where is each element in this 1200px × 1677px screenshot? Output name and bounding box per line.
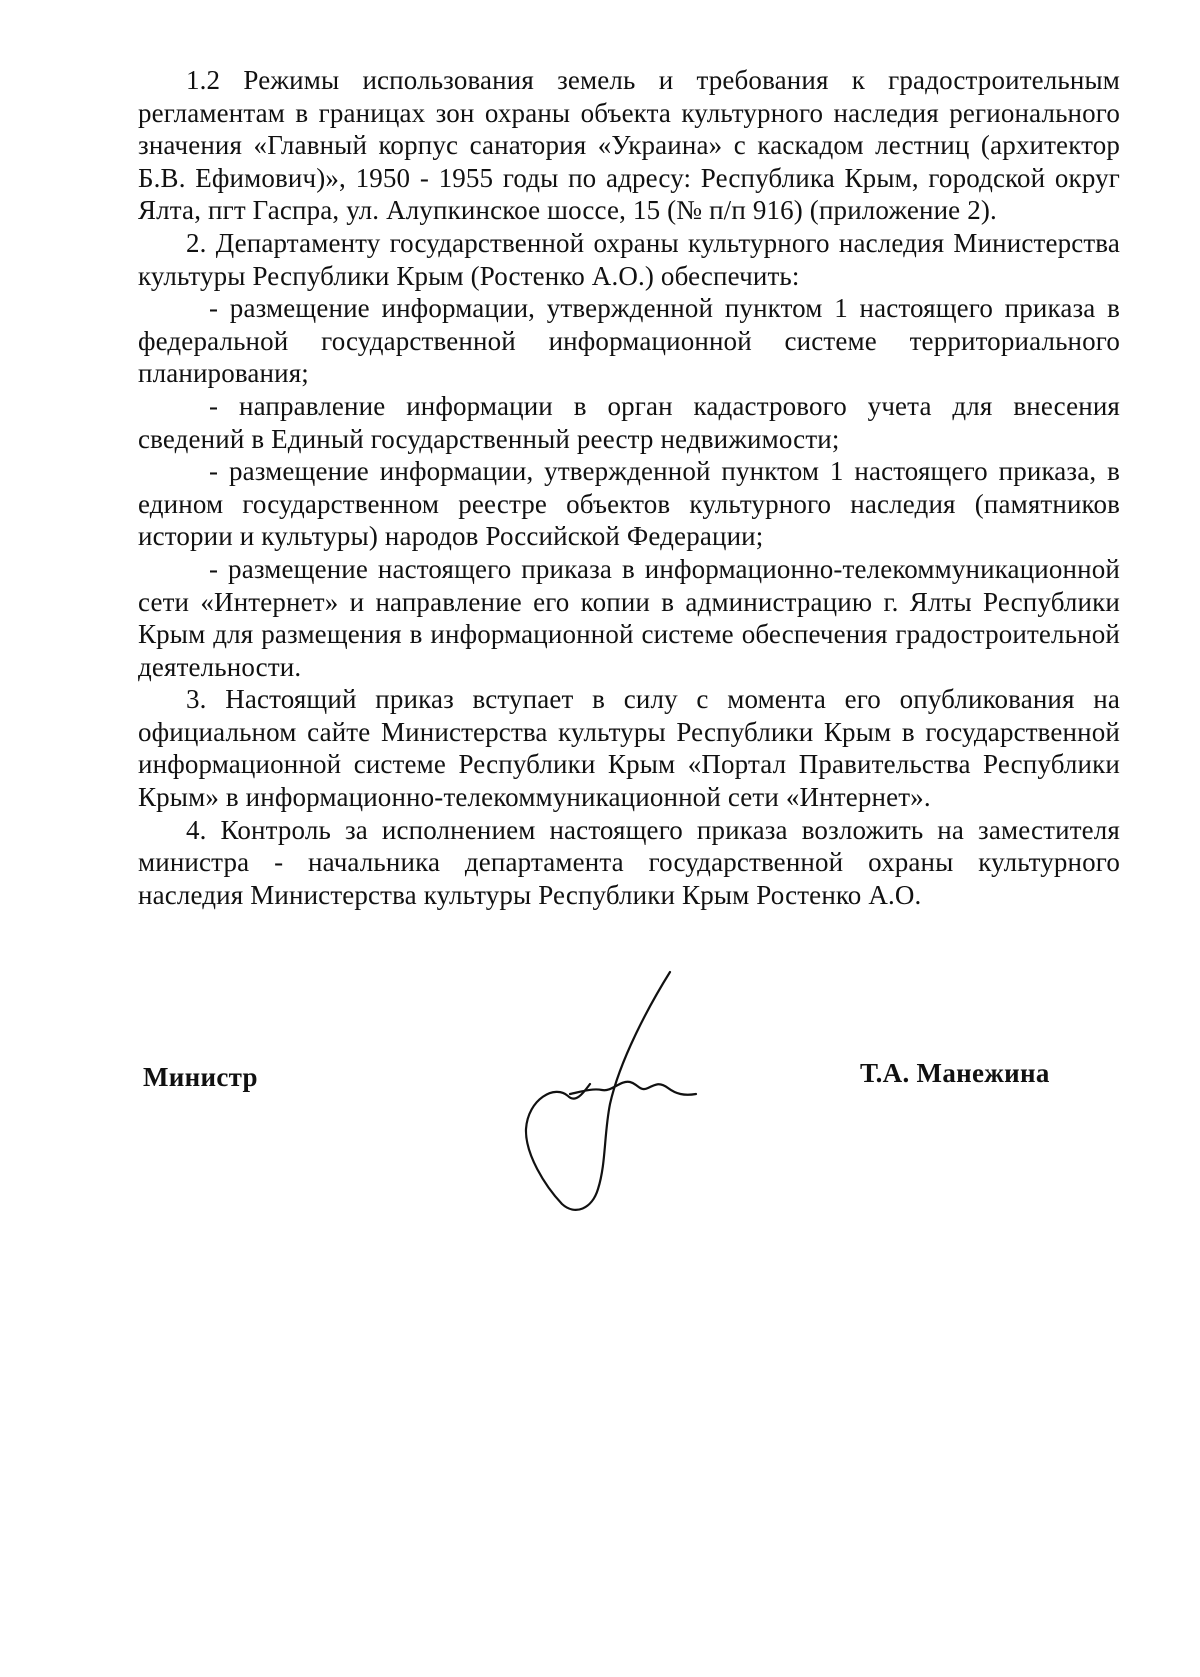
signature-stroke-main <box>526 972 670 1210</box>
paragraph-2-item-4: - размещение настоящего приказа в информационно-телекоммуникационной сети «Интернет» и направление его копии в администрацию г. Ялты Республики Крым для размещения в информационной системе обеспечения градостроительной деятельности. <box>138 553 1120 682</box>
paragraph-2-item-1: - размещение информации, утвержденной пунктом 1 настоящего приказа в федеральной государственной информационной системе территориального планирования; <box>138 293 1120 389</box>
paragraph-3: 3. Настоящий приказ вступает в силу с момента его опубликования на официальном сайте Министерства культуры Республики Крым в государственной информационной системе Республики Крым «Портал Правительства Республики Крым» в информационно-телекоммуникационной сети «Интернет». <box>138 684 1120 813</box>
document-body <box>138 64 1120 911</box>
paragraph-2-item-2: - направление информации в орган кадастрового учета для внесения сведений в Единый государственный реестр недвижимости; <box>138 390 1120 454</box>
paragraph-2-item-3: - размещение информации, утвержденной пунктом 1 настоящего приказа, в едином государственном реестре объектов культурного наследия (памятников истории и культуры) народов Российской Федерации; <box>138 456 1120 552</box>
handwritten-signature <box>520 964 720 1224</box>
signer-name: Т.А. Манежина <box>860 1058 1050 1088</box>
signature-block <box>0 1050 1200 1200</box>
paragraph-4: 4. Контроль за исполнением настоящего приказа возложить на заместителя министра - начальника департамента государственной охраны культурного наследия Министерства культуры Республики Крым Ростенко А.О. <box>138 814 1120 910</box>
paragraph-2: 2. Департаменту государственной охраны культурного наследия Министерства культуры Республики Крым (Ростенко А.О.) обеспечить: <box>138 227 1120 291</box>
paragraph-1-2: 1.2 Режимы использования земель и требования к градостроительным регламентам в границах зон охраны объекта культурного наследия регионального значения «Главный корпус санатория «Украина» с каскадом лестниц (архитектор Б.В. Ефимович)», 1950 - 1955 годы по адресу: Республика Крым, городской округ Ялта, пгт Гаспра, ул. Алупкинское шоссе, 15 (№ п/п 916) (приложение 2). <box>138 65 1120 226</box>
signer-title: Министр <box>143 1062 258 1092</box>
